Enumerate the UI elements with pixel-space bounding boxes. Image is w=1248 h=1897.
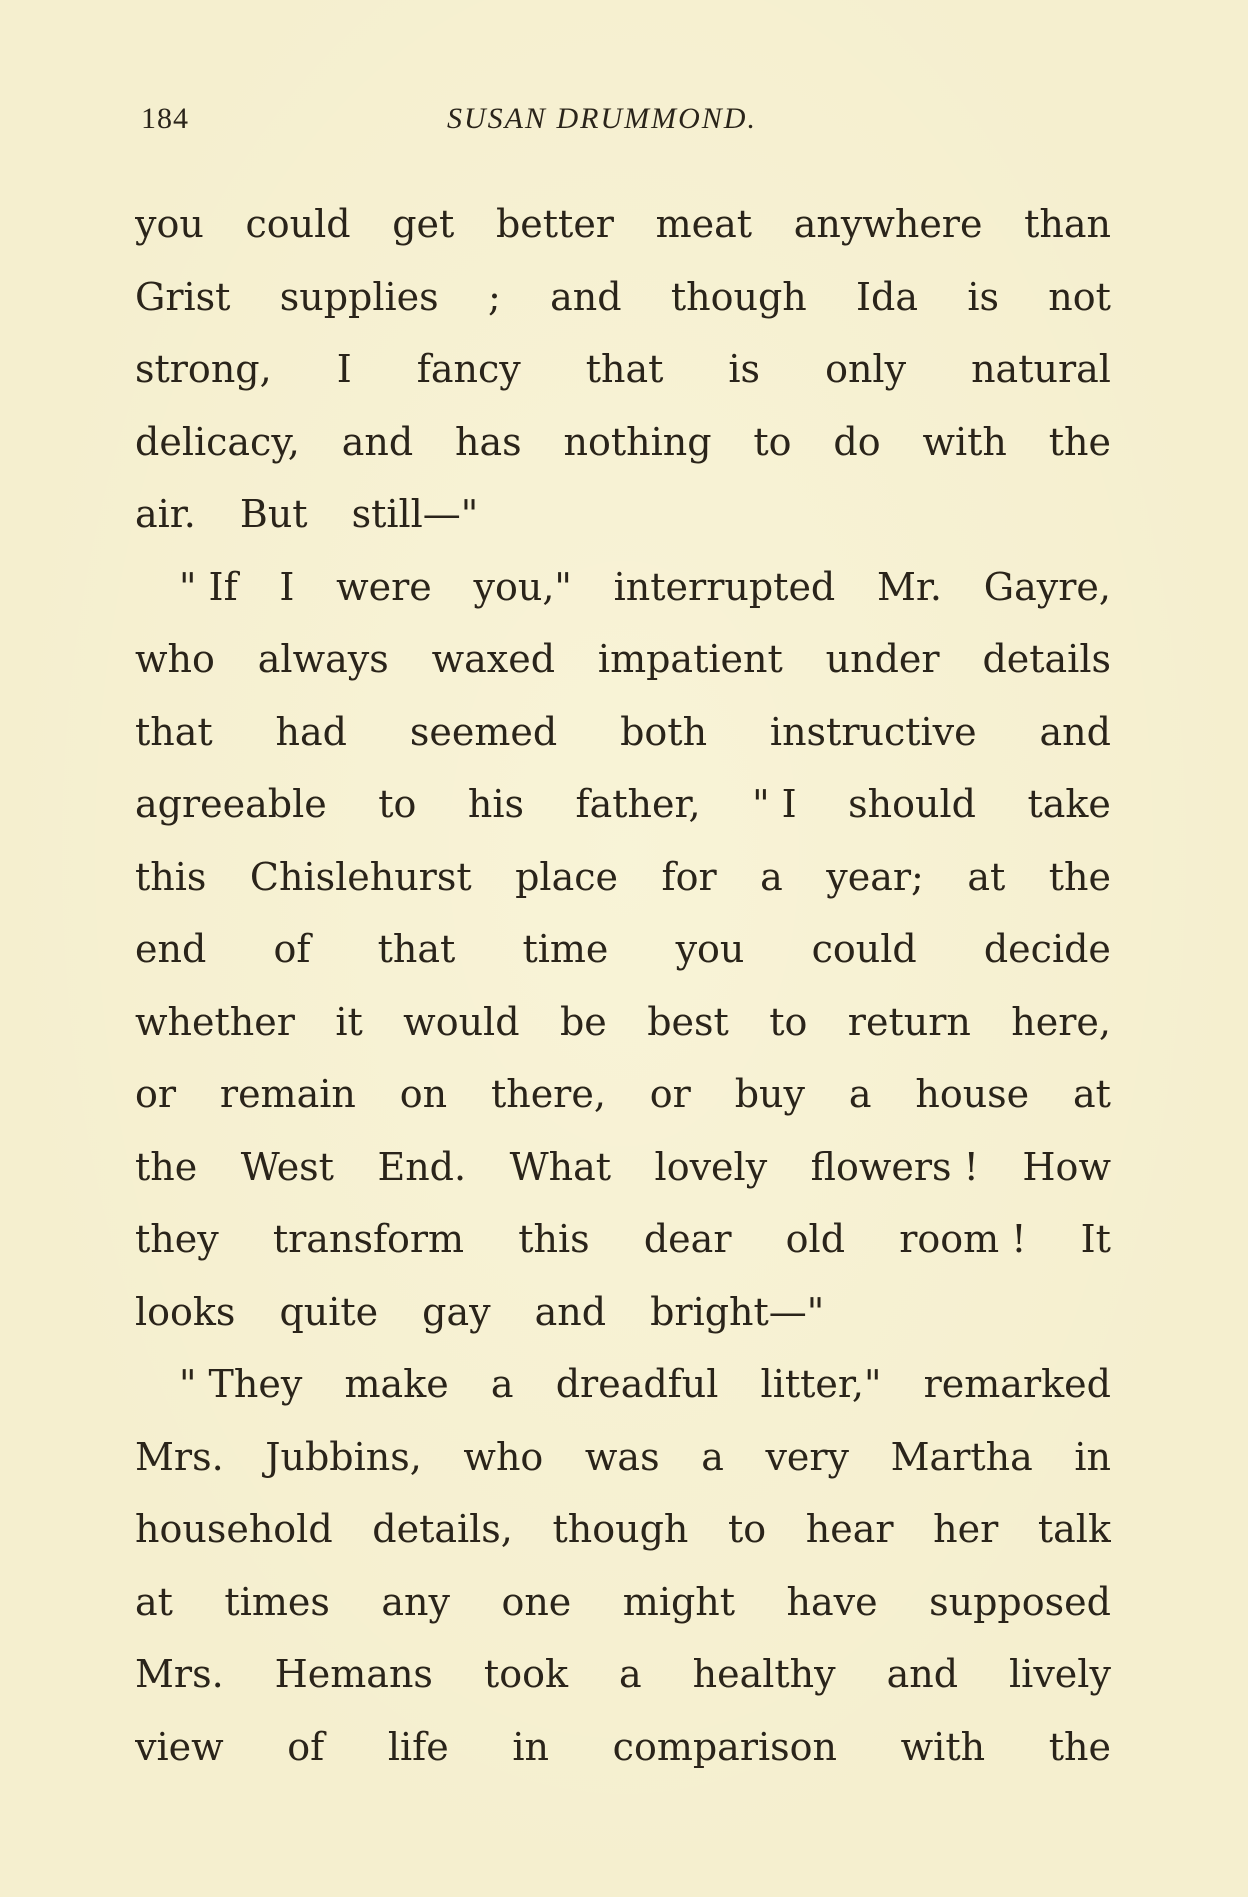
running-title: SUSAN DRUMMOND. [447, 102, 757, 135]
text-line [135, 623, 1111, 696]
word: a [760, 854, 783, 899]
word: " If [179, 564, 238, 609]
word: remain [219, 1072, 356, 1116]
word: of [273, 927, 311, 971]
word: room ! [899, 1217, 1027, 1261]
word: always [257, 637, 389, 681]
word: has [455, 419, 522, 464]
word: were [336, 564, 432, 609]
word: Mrs. [135, 1434, 224, 1479]
word: best [647, 999, 729, 1044]
word: litter," [760, 1362, 882, 1406]
text-line [135, 696, 1111, 769]
word: they [135, 1217, 219, 1261]
word: return [847, 999, 971, 1044]
word: end [135, 927, 207, 971]
word: supposed [929, 1579, 1111, 1624]
text-line [135, 551, 1111, 624]
text-line [135, 406, 1111, 479]
word: who [135, 637, 215, 681]
word: though [552, 1507, 689, 1551]
running-head [141, 102, 1104, 152]
text-line [135, 913, 1111, 986]
word: whether [135, 999, 295, 1044]
word: What [509, 1144, 612, 1189]
word: Martha [890, 1434, 1033, 1479]
word: waxed [431, 637, 556, 681]
text-line [135, 1058, 1111, 1131]
word: Ida [856, 274, 919, 319]
word: Gayre, [983, 564, 1111, 609]
word: was [584, 1434, 660, 1479]
word: his [467, 782, 525, 826]
text-line [135, 1421, 1111, 1494]
word: remarked [923, 1362, 1111, 1406]
word: buy [734, 1072, 805, 1116]
word: West [240, 1144, 334, 1189]
word: with [922, 419, 1007, 464]
word: bright—" [650, 1289, 825, 1334]
word: place [515, 854, 619, 899]
word: to [753, 419, 792, 464]
word: Hemans [274, 1652, 433, 1696]
word: than [1024, 202, 1111, 246]
word: strong, [135, 347, 272, 391]
word: in [1074, 1434, 1111, 1479]
word: that [377, 927, 456, 971]
word: decide [983, 927, 1111, 971]
word: Mr. [877, 564, 942, 609]
word: could [245, 202, 351, 246]
word: nothing [563, 419, 712, 464]
word: is [967, 274, 999, 319]
word: who [463, 1434, 544, 1479]
word: to [378, 782, 417, 826]
word: to [727, 1507, 767, 1551]
word: How [1022, 1144, 1111, 1189]
word: father, [575, 782, 701, 826]
word: any [381, 1579, 450, 1624]
word: It [1080, 1217, 1111, 1261]
word: time [522, 927, 609, 971]
text-line [135, 1348, 1111, 1421]
word: year; [826, 854, 924, 899]
text-line [135, 1203, 1111, 1276]
word: be [559, 999, 607, 1044]
text-line [135, 1566, 1111, 1639]
word: at [1073, 1072, 1111, 1116]
word: house [915, 1072, 1030, 1116]
word: Jubbins, [265, 1434, 422, 1479]
word: Chislehurst [249, 854, 472, 899]
text-line [135, 261, 1111, 334]
text-line [135, 1276, 1111, 1349]
word: better [495, 202, 614, 246]
word: transform [272, 1217, 465, 1261]
word: not [1048, 274, 1111, 319]
word: interrupted [613, 564, 836, 609]
word: or [649, 1072, 691, 1116]
word: at [967, 854, 1006, 899]
text-line [135, 333, 1111, 406]
word: ; [487, 274, 501, 319]
word: gay [422, 1289, 491, 1334]
word: a [848, 1072, 872, 1116]
word: looks [135, 1289, 236, 1334]
word: took [483, 1652, 568, 1696]
text-line [135, 1638, 1111, 1711]
word: it [335, 999, 363, 1044]
word: for [661, 854, 717, 899]
word: healthy [692, 1652, 836, 1696]
text-line [135, 768, 1111, 841]
word: do [833, 419, 881, 464]
word: you [675, 927, 745, 971]
word: both [620, 709, 708, 754]
word: you [135, 202, 204, 246]
word: dear [643, 1217, 732, 1261]
word: Mrs. [135, 1652, 224, 1696]
word: lively [1009, 1652, 1111, 1696]
word: is [728, 347, 761, 391]
word: should [848, 782, 976, 826]
word: though [670, 274, 807, 319]
word: life [387, 1724, 449, 1769]
word: that [135, 709, 213, 754]
word: on [399, 1072, 448, 1116]
word: and [1039, 709, 1111, 754]
word: lovely [654, 1144, 768, 1189]
word: the [1048, 419, 1111, 464]
text-line [135, 1711, 1111, 1784]
word: But [239, 492, 308, 536]
word: dreadful [555, 1362, 719, 1406]
word: have [786, 1579, 878, 1624]
word: very [765, 1434, 850, 1479]
word: a [701, 1434, 724, 1479]
text-line [135, 841, 1111, 914]
word: and [534, 1289, 607, 1334]
word: the [135, 1144, 198, 1189]
word: her [933, 1507, 999, 1551]
word: the [1048, 854, 1111, 899]
word: a [618, 1652, 642, 1696]
word: you," [473, 564, 572, 609]
word: only [825, 347, 907, 391]
word: quite [279, 1289, 379, 1334]
word: a [490, 1362, 514, 1406]
text-line [135, 478, 1111, 551]
word: or [135, 1072, 177, 1116]
word: would [403, 999, 520, 1044]
word: air. [135, 492, 196, 536]
word: this [518, 1217, 590, 1261]
word: agreeable [135, 782, 327, 826]
word: one [501, 1579, 572, 1624]
word: and [341, 419, 414, 464]
word: with [900, 1724, 986, 1769]
word: comparison [612, 1724, 838, 1769]
word: to [769, 999, 808, 1044]
word: here, [1011, 999, 1111, 1044]
text-line [135, 986, 1111, 1059]
word: and [886, 1652, 959, 1696]
word: flowers ! [810, 1144, 979, 1189]
word: at [135, 1579, 173, 1624]
word: old [785, 1217, 846, 1261]
word: take [1027, 782, 1111, 826]
text-line [135, 1131, 1111, 1204]
word: hear [805, 1507, 894, 1551]
word: delicacy, [135, 419, 300, 464]
word: this [135, 854, 207, 899]
word: view [135, 1724, 224, 1769]
word: anywhere [793, 202, 983, 246]
body-text [135, 188, 1111, 1783]
word: might [622, 1579, 736, 1624]
word: household [135, 1507, 333, 1551]
word: the [1048, 1724, 1111, 1769]
word: and [550, 274, 622, 319]
word: get [392, 202, 455, 246]
word: times [224, 1579, 330, 1624]
word: " They [179, 1362, 303, 1406]
word: still—" [351, 492, 479, 536]
word: I [336, 347, 352, 391]
word: in [512, 1724, 550, 1769]
word: could [811, 927, 917, 971]
text-line [135, 188, 1111, 261]
word: had [275, 709, 348, 754]
word: make [344, 1362, 449, 1406]
page-number: 184 [141, 102, 189, 135]
word: End. [377, 1144, 467, 1189]
word: seemed [409, 709, 558, 754]
word: fancy [416, 347, 521, 391]
word: there, [490, 1072, 606, 1116]
text-line [135, 1493, 1111, 1566]
word: " I [752, 782, 797, 826]
word: details, [372, 1507, 513, 1551]
word: details [982, 637, 1111, 681]
word: supplies [279, 274, 439, 319]
word: natural [971, 347, 1111, 391]
word: Grist [135, 274, 231, 319]
word: that [585, 347, 664, 391]
word: instructive [769, 709, 977, 754]
word: impatient [597, 637, 783, 681]
word: talk [1037, 1507, 1111, 1551]
word: I [279, 564, 295, 609]
word: meat [655, 202, 753, 246]
word: under [825, 637, 940, 681]
word: of [287, 1724, 325, 1769]
